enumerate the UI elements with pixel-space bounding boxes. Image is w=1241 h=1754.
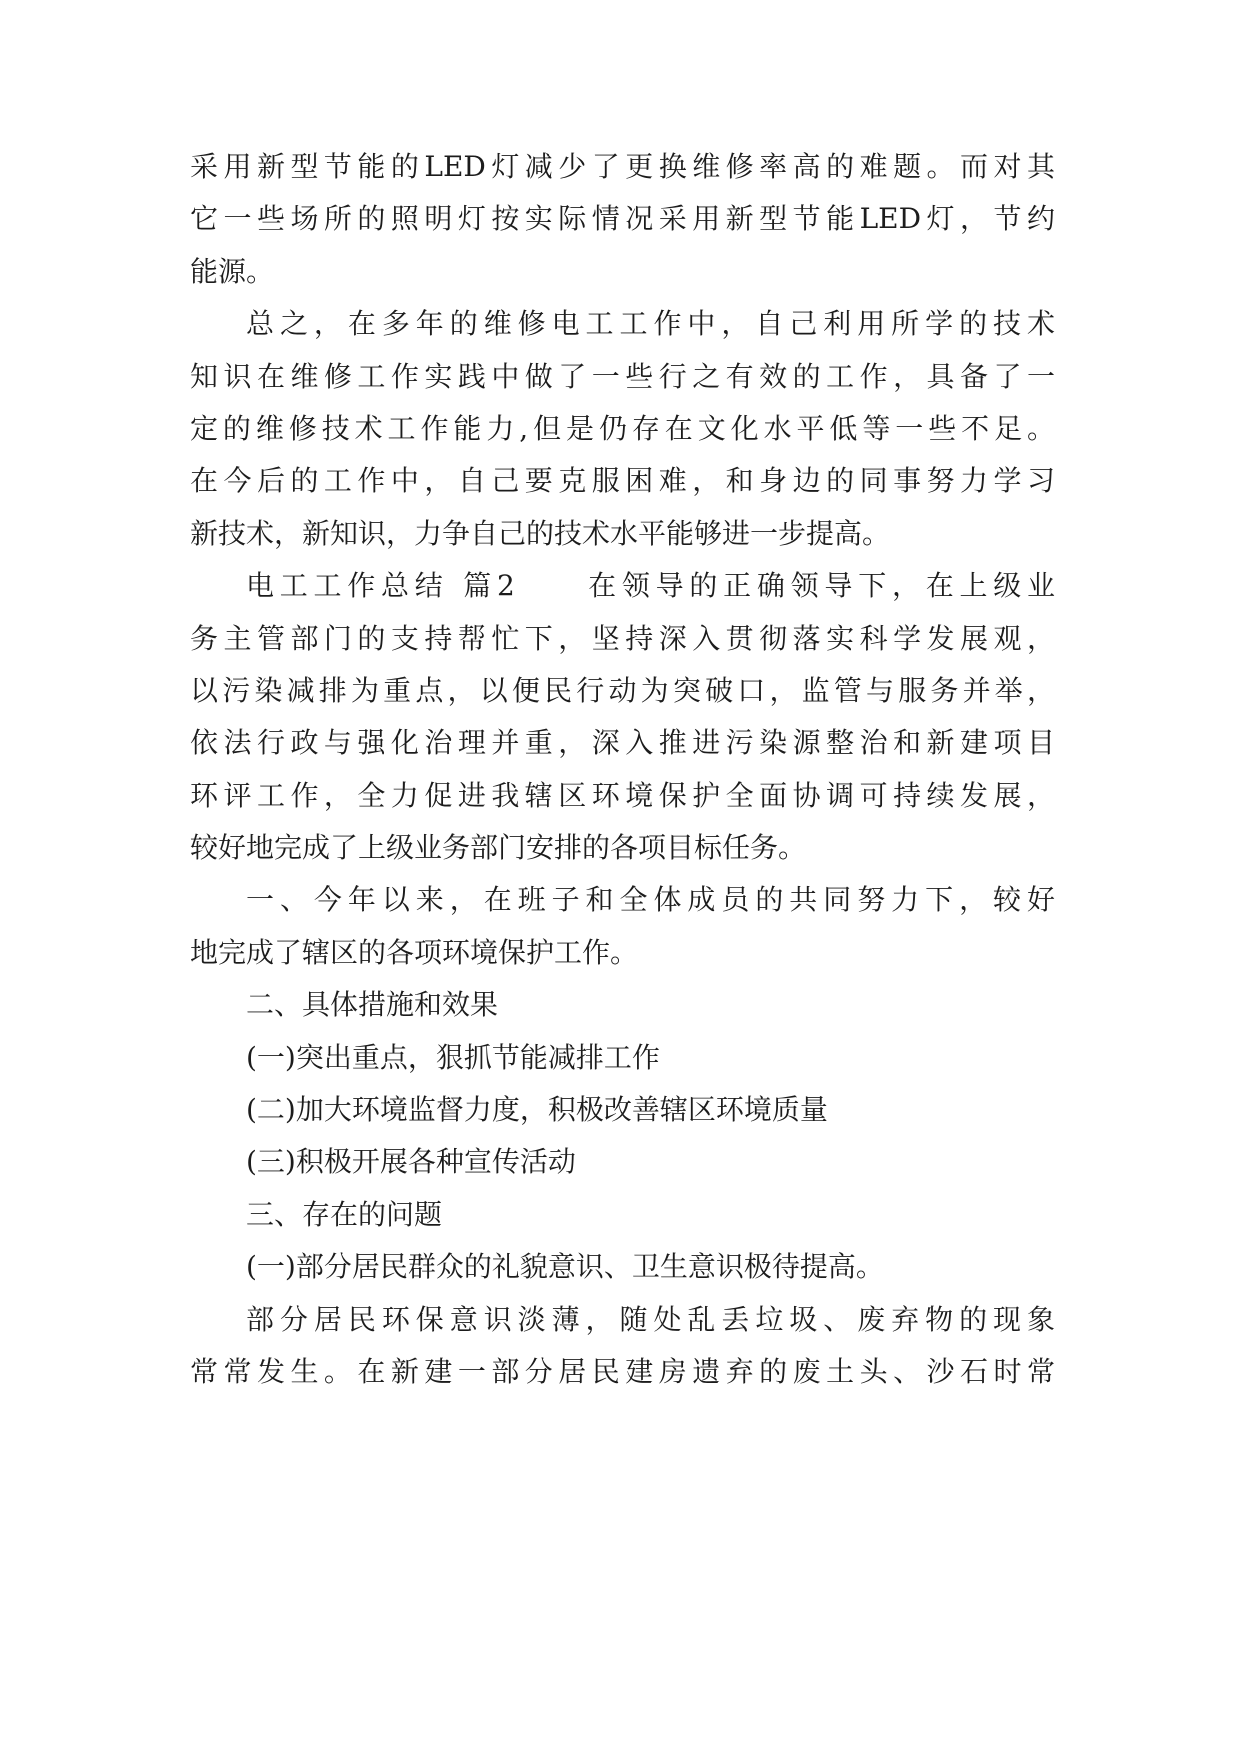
text-line: 常常发生。在新建一部分居民建房遗弃的废土头、沙石时常 — [190, 1354, 1055, 1388]
text-line: 环评工作，全力促进我辖区环境保护全面协调可持续发展， — [190, 778, 1055, 812]
document-body — [190, 141, 1055, 1398]
text-line: 能源。 — [190, 254, 275, 288]
text-line: 新技术，新知识，力争自己的技术水平能够进一步提高。 — [190, 516, 891, 550]
text-line: 采用新型节能的LED灯减少了更换维修率高的难题。而对其 — [190, 150, 1055, 183]
text-line: 依法行政与强化治理并重，深入推进污染源整治和新建项目 — [190, 726, 1055, 760]
text-line: 知识在维修工作实践中做了一些行之有效的工作，具备了一 — [190, 359, 1055, 393]
paragraph-start-line: 一、今年以来，在班子和全体成员的共同努力下，较好 — [246, 883, 1055, 917]
text-line: 定的维修技术工作能力,但是仍存在文化水平低等一些不足。 — [190, 411, 1055, 445]
text-line: 较好地完成了上级业务部门安排的各项目标任务。 — [190, 831, 807, 865]
subheading-line: 三、存在的问题 — [246, 1197, 443, 1231]
list-item-line: (二)加大环境监督力度，积极改善辖区环境质量 — [246, 1093, 828, 1127]
section-heading-line: 电工工作总结 篇2 在领导的正确领导下，在上级业 — [246, 569, 1055, 603]
text-line: 务主管部门的支持帮忙下，坚持深入贯彻落实科学发展观， — [190, 621, 1055, 655]
text-line: 在今后的工作中，自己要克服困难，和身边的同事努力学习 — [190, 464, 1055, 498]
list-item-line: (三)积极开展各种宣传活动 — [246, 1145, 576, 1179]
list-item-line: (一)突出重点，狠抓节能减排工作 — [246, 1040, 660, 1074]
list-item-line: (一)部分居民群众的礼貌意识、卫生意识极待提高。 — [246, 1250, 884, 1284]
text-line: 以污染减排为重点，以便民行动为突破口，监管与服务并举， — [190, 673, 1055, 707]
paragraph-start-line: 部分居民环保意识淡薄，随处乱丢垃圾、废弃物的现象 — [246, 1302, 1055, 1336]
subheading-line: 二、具体措施和效果 — [246, 988, 499, 1022]
text-line: 它一些场所的照明灯按实际情况采用新型节能LED灯，节约 — [190, 202, 1055, 236]
paragraph-start-line: 总之，在多年的维修电工工作中，自己利用所学的技术 — [246, 307, 1055, 341]
text-line: 地完成了辖区的各项环境保护工作。 — [190, 935, 639, 969]
